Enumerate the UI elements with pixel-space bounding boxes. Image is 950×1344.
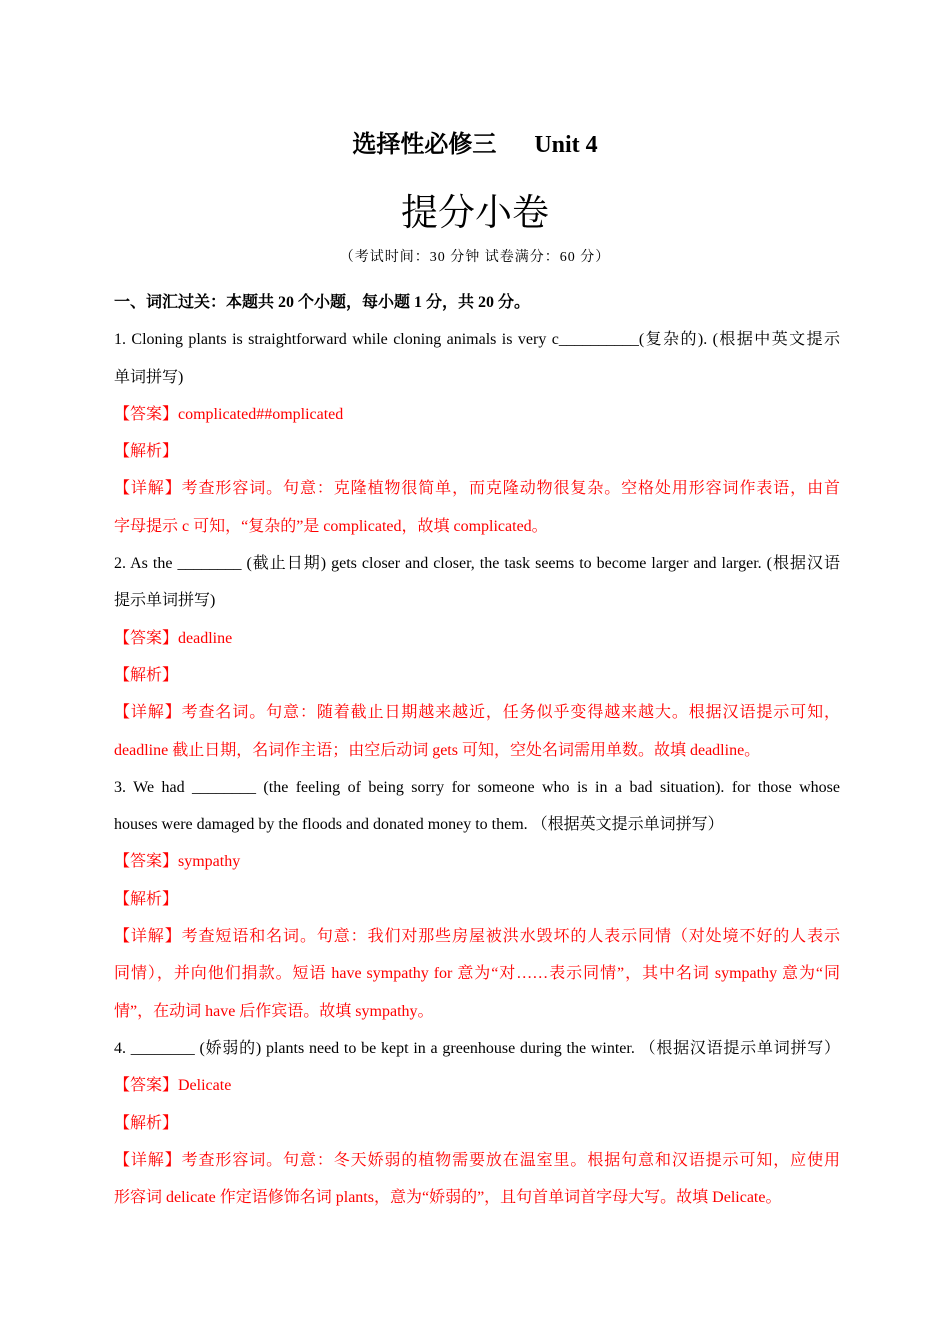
question-1-explanation: 【详解】考查形容词。句意：克隆植物很简单，而克隆动物很复杂。空格处用形容词作表语，由首 [114, 480, 840, 498]
questions-body [114, 284, 840, 1216]
title-unit: Unit 4 [534, 132, 598, 158]
question-4-explanation-cont: 形容词 delicate 作定语修饰名词 plants，意为“娇弱的”，且句首单词首字母大写。故填 Delicate。 [114, 1189, 782, 1207]
exam-info: （考试时间：30 分钟 试卷满分：60 分） [339, 250, 611, 265]
question-1-text-cont: 单词拼写) [114, 368, 184, 386]
title-course: 选择性必修三 [352, 132, 497, 158]
question-2-text: 2. As the ________ (截止日期) gets closer and closer, the task seems to become larger and larger. (根据汉语 [114, 555, 840, 573]
question-3-explanation-cont: 同情），并向他们捐款。短语 have sympathy for 意为“对……表示同情”，其中名词 sympathy 意为“同 [114, 965, 840, 983]
question-3-text-cont: houses were damaged by the floods and donated money to them. （根据英文提示单词拼写） [114, 816, 724, 834]
question-3-explanation: 【详解】考查短语和名词。句意：我们对那些房屋被洪水毁坏的人表示同情（对处境不好的人表示 [114, 928, 840, 946]
question-2-answer: 【答案】deadline [114, 629, 233, 647]
page-subtitle: 提分小卷 [401, 191, 549, 234]
question-3-answer: 【答案】sympathy [114, 853, 241, 871]
page-title [0, 124, 950, 159]
question-4-text: 4. ________ (娇弱的) plants need to be kept in a greenhouse during the winter. （根据汉语提示单词拼写） [114, 1039, 840, 1057]
question-1-text: 1. Cloning plants is straightforward while cloning animals is very c__________(复杂的). (根据中英文提示 [114, 331, 840, 349]
question-1-analysis-label: 【解析】 [114, 443, 179, 461]
question-1-answer: 【答案】complicated##omplicated [114, 405, 344, 423]
section-heading: 一、词汇过关：本题共 20 个小题，每小题 1 分，共 20 分。 [114, 294, 531, 311]
question-2-explanation-cont: deadline 截止日期，名词作主语；由空后动词 gets 可知，空处名词需用单数。故填 deadline。 [114, 741, 761, 759]
question-2-text-cont: 提示单词拼写) [114, 592, 216, 610]
question-1-explanation-cont: 字母提示 c 可知，“复杂的”是 complicated，故填 complicated。 [114, 517, 548, 535]
question-2-analysis-label: 【解析】 [114, 666, 179, 684]
question-3-text: 3. We had ________ (the feeling of being sorry for someone who is in a bad situation). for those whose [114, 778, 840, 796]
question-3-explanation-end: 情”，在动词 have 后作宾语。故填 sympathy。 [114, 1002, 434, 1020]
question-4-analysis-label: 【解析】 [114, 1114, 179, 1132]
question-4-answer: 【答案】Delicate [114, 1077, 232, 1095]
question-3-analysis-label: 【解析】 [114, 890, 179, 908]
question-2-explanation: 【详解】考查名词。句意：随着截止日期越来越近，任务似乎变得越来越大。根据汉语提示可知， [114, 704, 840, 722]
question-4-explanation: 【详解】考查形容词。句意：冬天娇弱的植物需要放在温室里。根据句意和汉语提示可知，应使用 [114, 1151, 840, 1169]
